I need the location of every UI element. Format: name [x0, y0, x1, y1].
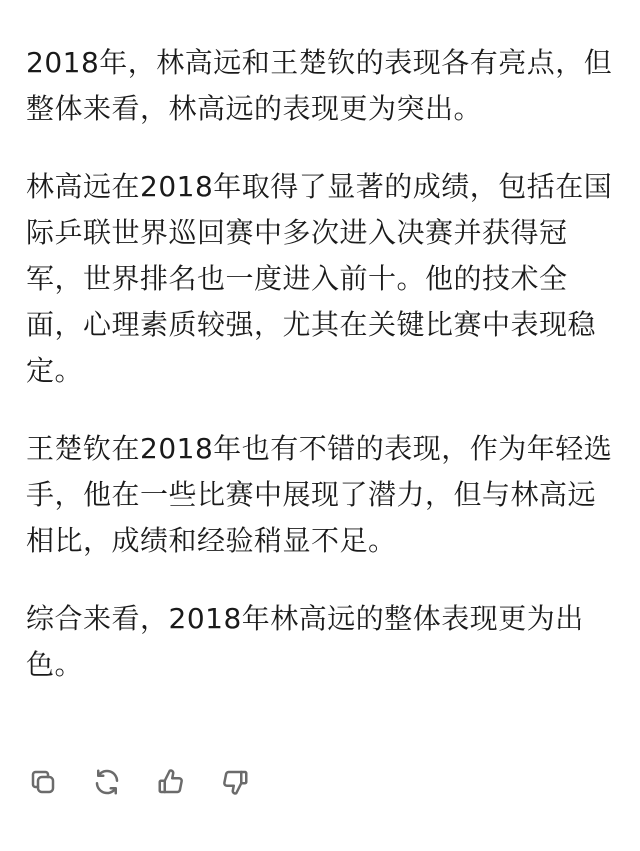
thumbs-down-icon [220, 767, 250, 797]
message-paragraph-4: 综合来看，2018年林高远的整体表现更为出色。 [26, 602, 584, 681]
thumbs-down-button[interactable] [218, 765, 252, 799]
message-paragraph-2: 林高远在2018年取得了显著的成绩，包括在国际乒联世界巡回赛中多次进入决赛并获得冠军，世界排名也一度进入前十。他的技术全面，心理素质较强，尤其在关键比赛中表现稳定。 [26, 170, 613, 387]
regenerate-icon [92, 767, 122, 797]
regenerate-button[interactable] [90, 765, 124, 799]
thumbs-up-icon [156, 767, 186, 797]
copy-button[interactable] [26, 765, 60, 799]
message-paragraph-3: 王楚钦在2018年也有不错的表现，作为年轻选手，他在一些比赛中展现了潜力，但与林高远相比，成绩和经验稍显不足。 [26, 432, 613, 557]
copy-icon [28, 767, 58, 797]
message-actions-toolbar [26, 765, 252, 799]
assistant-message [26, 40, 618, 720]
thumbs-up-button[interactable] [154, 765, 188, 799]
message-paragraph-1: 2018年，林高远和王楚钦的表现各有亮点，但整体来看，林高远的表现更为突出。 [26, 46, 613, 125]
